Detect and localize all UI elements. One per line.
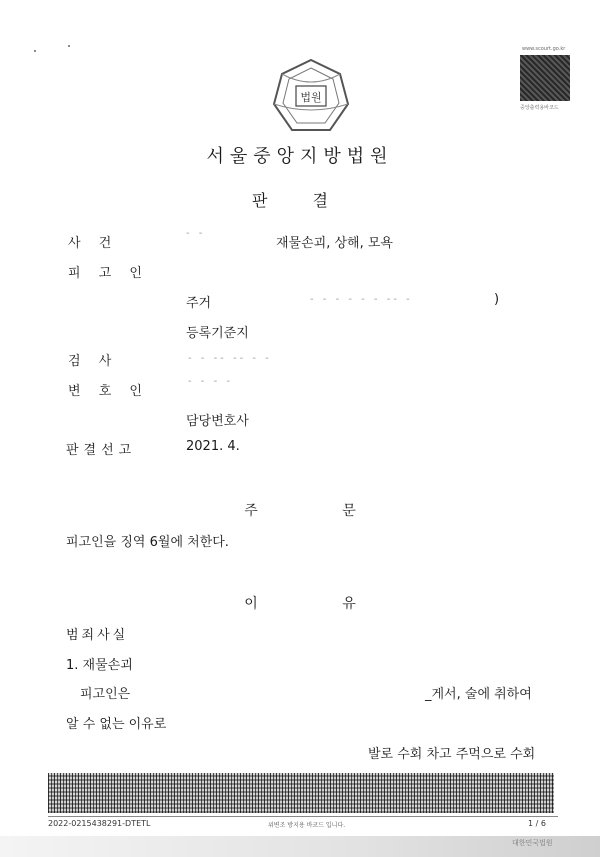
lawyer-label: 변 호 인 xyxy=(68,384,149,399)
crime-facts-heading: 범죄사실 xyxy=(66,628,129,643)
body-line-3: 발로 수회 차고 주먹으로 수회 xyxy=(368,747,536,762)
footer-divider xyxy=(48,816,558,817)
site-url: www.scourt.go.kr xyxy=(522,46,566,52)
stray-mark xyxy=(68,45,70,47)
disposition-heading: 주 문 xyxy=(244,503,396,519)
address-redacted: - - - - - - -- - xyxy=(310,294,413,305)
item-heading: 1. 재물손괴 xyxy=(66,658,133,673)
court-seal-icon xyxy=(270,56,352,138)
anti-forgery-barcode xyxy=(48,773,554,813)
verdict-date-label: 판결선고 xyxy=(66,443,137,458)
stray-mark xyxy=(34,50,36,52)
lawyer-redacted: - - - - xyxy=(188,376,233,387)
reasons-heading: 이 유 xyxy=(244,596,396,612)
scan-shadow-strip xyxy=(0,836,600,857)
court-name: 서울중앙지방법원 xyxy=(206,146,394,167)
case-number-redacted: - - xyxy=(186,228,206,239)
address-label: 주거 xyxy=(186,296,212,311)
svg-text:법원: 법원 xyxy=(300,91,322,104)
qr-caption: 중앙출력용바코드 xyxy=(520,105,559,111)
case-label: 사 건 xyxy=(68,236,119,251)
registered-domicile-label: 등록기준지 xyxy=(186,326,249,341)
body-line-2: 알 수 없는 이유로 xyxy=(66,717,167,732)
prosecutor-redacted: - - -- -- - - xyxy=(188,353,272,364)
qr-code-icon xyxy=(520,55,570,101)
page-number: 1 / 6 xyxy=(528,819,546,828)
case-charges: 재물손괴, 상해, 모욕 xyxy=(276,236,393,251)
document-number: 2022-0215438291-DTETL xyxy=(48,819,151,828)
prosecutor-label: 검 사 xyxy=(68,354,119,369)
address-tail: ) xyxy=(494,292,500,307)
document-title: 판 결 xyxy=(252,191,348,210)
body-line-1-left: 피고인은 xyxy=(80,687,131,702)
defendant-label: 피 고 인 xyxy=(68,266,149,281)
disposition-text: 피고인을 징역 6월에 처한다. xyxy=(66,535,229,550)
barcode-notice: 위변조 방지용 바코드 입니다. xyxy=(268,822,346,829)
assigned-lawyer-label: 담당변호사 xyxy=(186,414,249,429)
body-line-1-right: _게서, 술에 취하여 xyxy=(425,687,532,702)
issuer-stamp: 대한민국법원 xyxy=(512,839,553,847)
verdict-date: 2021. 4. xyxy=(186,439,240,454)
